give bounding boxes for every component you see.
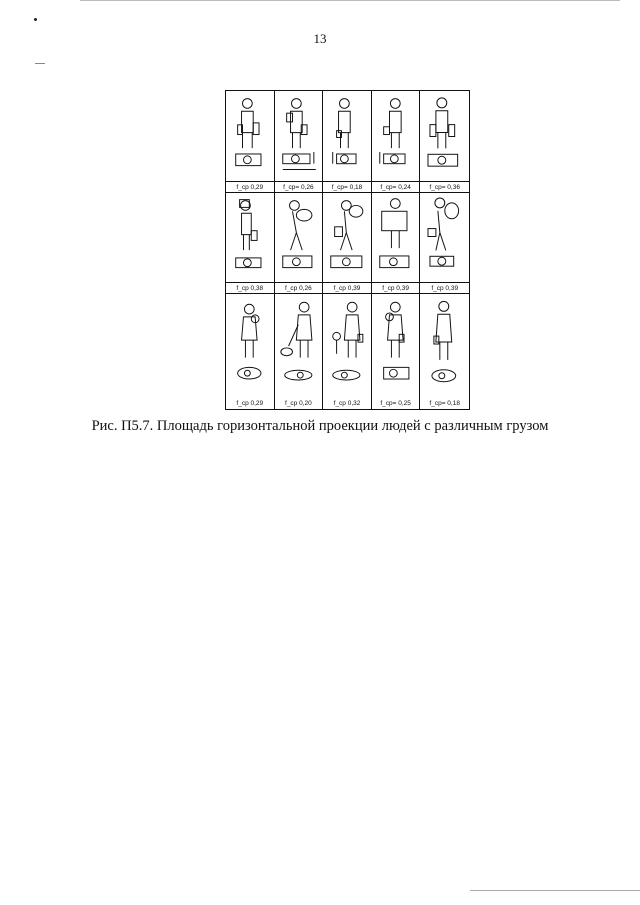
- figure-person-walking-sack: [275, 193, 324, 283]
- figure-caption: Рис. П5.7. Площадь горизонтальной проекции людей с различным грузом: [91, 418, 549, 434]
- area-label: f_ср 0,38: [226, 283, 275, 294]
- figure-grid: [225, 90, 470, 410]
- area-label: f_ср= 0,18: [429, 400, 460, 407]
- area-label: f_ср 0,39: [323, 283, 372, 294]
- area-label: f_ср= 0,36: [420, 182, 469, 193]
- page-number: 13: [313, 31, 327, 46]
- bottom-edge-line: [470, 890, 640, 891]
- top-edge-line: [80, 0, 620, 1]
- area-label: f_ср 0,20: [275, 398, 324, 409]
- area-label: f_ср 0,39: [372, 283, 421, 294]
- figure-person-coat-bag: [420, 294, 469, 398]
- figure-person-two-bags: [275, 91, 324, 182]
- figure-woman-with-child: [226, 294, 275, 398]
- area-label: f_ср= 0,24: [372, 182, 421, 193]
- figure-person-hand-bag: [323, 91, 372, 182]
- figure-woman-carrying-child: [372, 294, 421, 398]
- margin-dash: [35, 63, 45, 64]
- figure-person-briefcase: [372, 91, 421, 182]
- area-label: f_ср= 0,26: [275, 182, 324, 193]
- area-label: f_ср 0,26: [275, 283, 324, 294]
- figure-person-heavy-bags: [420, 91, 469, 182]
- figure-person-two-suitcases: [372, 193, 421, 283]
- scan-speck: [34, 18, 37, 21]
- figure-person-sack-and-bag: [323, 193, 372, 283]
- area-label: f_ср 0,32: [323, 398, 372, 409]
- area-label: f_ср= 0,18: [323, 182, 372, 193]
- area-label: f_ср 0,29: [226, 182, 275, 193]
- area-label: f_ср 0,39: [420, 283, 469, 294]
- figure-woman-with-child-walking: [323, 294, 372, 398]
- figure-person-backpack: [420, 193, 469, 283]
- area-label: f_ср= 0,25: [372, 398, 421, 409]
- area-label: f_ср 0,29: [226, 398, 275, 409]
- figure-woman-with-dog: [275, 294, 324, 398]
- figure-person-shoulder-load: [226, 193, 275, 283]
- figure-person-suitcase: [226, 91, 275, 182]
